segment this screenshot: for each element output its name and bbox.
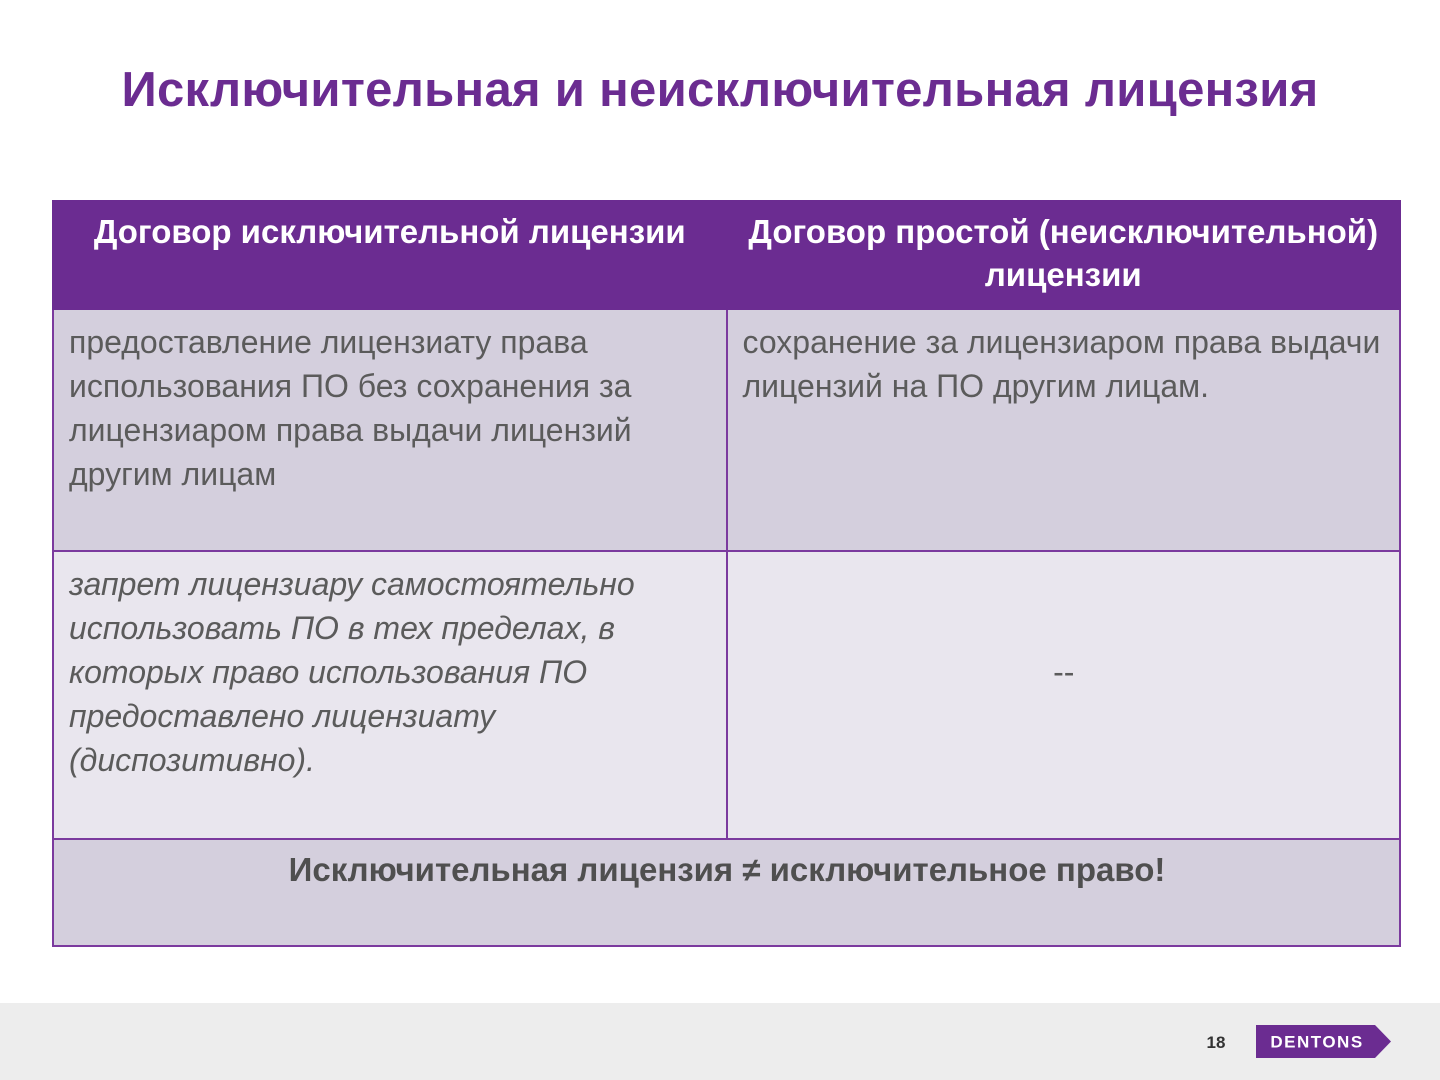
slide-title: Исключительная и неисключительная лицензия — [121, 63, 1319, 117]
cell-exclusive-grant: предоставление лицензиату права использования ПО без сохранения за лицензиаром права выдачи лицензий другим лицам — [53, 309, 727, 551]
comparison-table — [52, 200, 1401, 947]
cell-simple-grant: сохранение за лицензиаром права выдачи лицензий на ПО другим лицам. — [727, 309, 1401, 551]
footer-note: Исключительная лицензия ≠ исключительное право! — [53, 839, 1400, 946]
table-footer-row — [53, 839, 1400, 946]
header-simple-license: Договор простой (неисключительной) лицензии — [727, 201, 1401, 309]
logo-text: DENTONS — [1270, 1032, 1364, 1052]
dentons-logo — [1256, 1025, 1391, 1058]
page-number: 18 — [1206, 1033, 1226, 1052]
cell-exclusive-restriction: запрет лицензиару самостоятельно использовать ПО в тех пределах, в которых право использования ПО предоставлено лицензиату (диспозитивно). — [53, 551, 727, 839]
table-header-row — [53, 201, 1400, 309]
cell-simple-restriction: -- — [727, 551, 1401, 839]
header-exclusive-license: Договор исключительной лицензии — [53, 201, 727, 309]
table-row — [53, 309, 1400, 551]
dentons-logo-icon — [1256, 1025, 1391, 1058]
table-row — [53, 551, 1400, 839]
